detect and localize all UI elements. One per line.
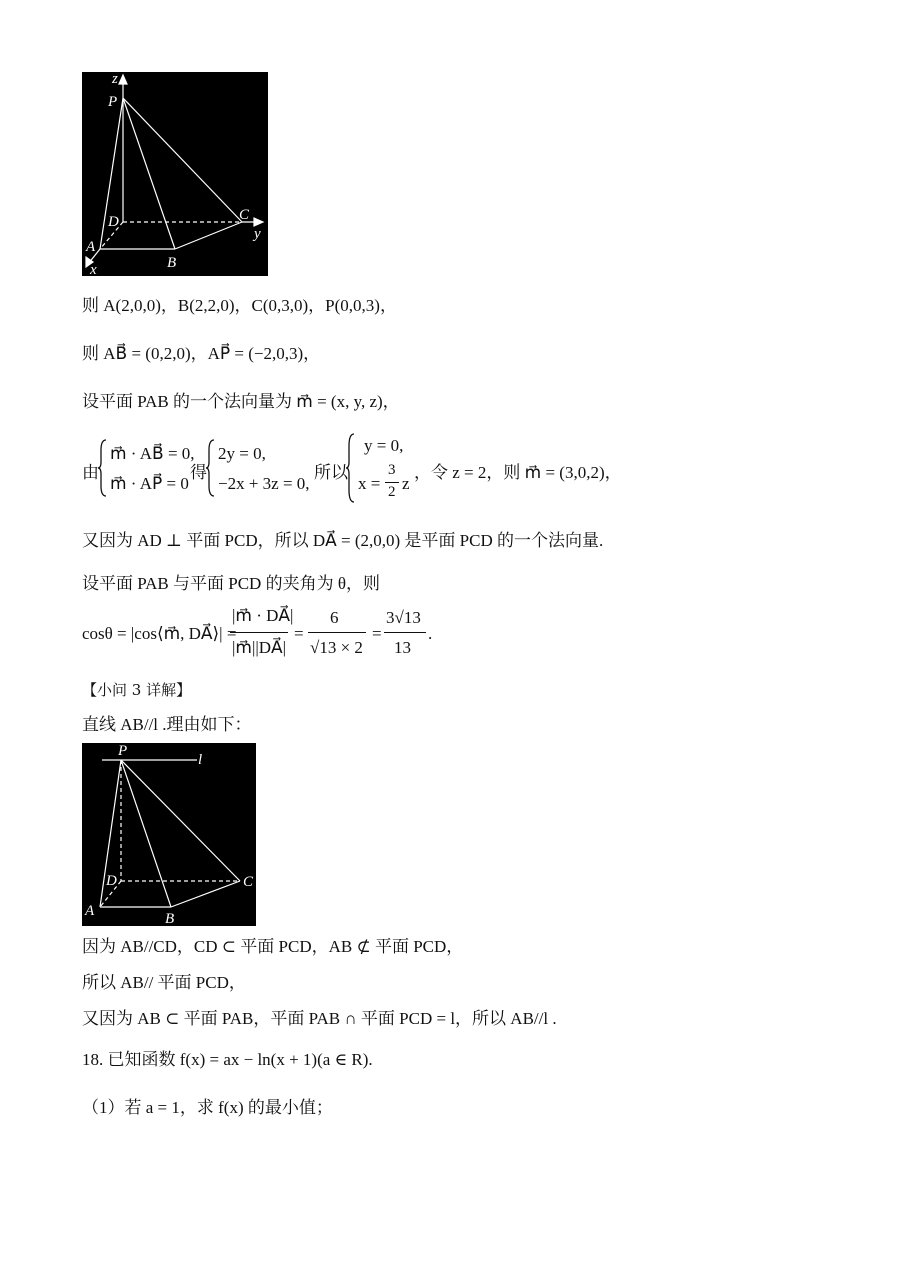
so-parallel-line: 所以 AB// 平面 PCD， <box>82 973 246 992</box>
label-D: D <box>108 214 119 230</box>
sys2-row1: 2y = 0, <box>218 444 266 463</box>
sys3-frac-den: 2 <box>388 484 396 500</box>
sys2-row2: −2x + 3z = 0, <box>218 474 310 493</box>
cos-frac3-den: 13 <box>394 638 411 657</box>
equation-system <box>82 432 682 504</box>
edge-PB <box>123 98 175 249</box>
angle-intro: 设平面 PAB 与平面 PCD 的夹角为 θ，则 <box>82 574 380 593</box>
label-P: P <box>108 94 118 110</box>
y-axis-arrow <box>254 218 263 226</box>
cos-eq3: = <box>372 624 382 643</box>
sys-tail: ，令 z = 2，则 m⃗ = (3,0,2)， <box>414 463 622 482</box>
brace-3 <box>346 432 356 504</box>
sys-prefix: 由 <box>82 463 99 482</box>
edge-PB <box>121 760 171 907</box>
question-18-part1: （1）若 a = 1，求 f(x) 的最小值； <box>82 1098 333 1117</box>
sys1-row2: m⃗ · AP⃗ = 0 <box>110 474 189 493</box>
label-C: C <box>243 874 254 890</box>
sys3-frac-bar <box>385 482 399 483</box>
label-A: A <box>86 239 96 255</box>
edge-PC <box>121 760 240 881</box>
cos-eq2: = <box>294 624 304 643</box>
label-P: P <box>118 743 128 759</box>
question-18: 18. 已知函数 f(x) = ax − ln(x + 1)(a ∈ R). <box>82 1050 373 1069</box>
cos-frac1-num: |m⃗ · DA⃗| <box>232 606 294 625</box>
figure-pyramid-line-l <box>82 743 256 926</box>
cos-lhs: cosθ = |cos⟨m⃗, DA⃗⟩| = <box>82 624 237 643</box>
sys1-row1: m⃗ · AB⃗ = 0, <box>110 444 195 463</box>
also-line: 又因为 AB ⊂ 平面 PAB，平面 PAB ∩ 平面 PCD = l，所以 AB//l . <box>82 1009 557 1028</box>
brace-2 <box>206 438 216 498</box>
edge-PC <box>123 98 242 222</box>
label-x: x <box>90 262 97 276</box>
label-C: C <box>239 207 250 223</box>
pyramid-axes-diagram <box>82 72 268 276</box>
sys3-frac-num: 3 <box>388 462 396 478</box>
sys3-row2-lhs: x = <box>358 474 381 493</box>
because-line: 因为 AB//CD，CD ⊂ 平面 PCD，AB ⊄ 平面 PCD， <box>82 937 464 956</box>
vectors-line: 则 AB⃗ = (0,2,0)，AP⃗ = (−2,0,3)， <box>82 344 321 363</box>
sys-so: 所以 <box>314 463 348 482</box>
normal-intro: 设平面 PAB 的一个法向量为 m⃗ = (x, y, z)， <box>82 392 400 411</box>
label-B: B <box>165 911 175 926</box>
label-D: D <box>106 873 117 889</box>
pyramid-line-diagram <box>82 743 256 926</box>
label-z: z <box>112 72 118 87</box>
label-B: B <box>167 255 177 271</box>
brace-1 <box>98 438 108 498</box>
label-l: l <box>198 752 203 768</box>
cos-frac3-num: 3√13 <box>386 608 421 627</box>
sys3-row2-rhs: z <box>402 474 410 493</box>
cos-frac2-num: 6 <box>330 608 339 627</box>
z-axis-arrow <box>119 75 127 84</box>
cos-frac1-bar <box>230 632 288 633</box>
conclusion-line: 直线 AB//l .理由如下： <box>82 715 252 734</box>
cos-end: . <box>428 624 433 643</box>
edge-BC <box>175 222 242 249</box>
ad-perp-line: 又因为 AD ⊥ 平面 PCD，所以 DA⃗ = (2,0,0) 是平面 PCD 的一个法向量. <box>82 531 604 550</box>
cos-formula <box>82 604 682 664</box>
cos-frac2-den: √13 × 2 <box>310 638 363 657</box>
sys3-row1: y = 0, <box>364 436 404 455</box>
sub3-header: 【小问 3 详解】 <box>82 681 192 699</box>
cos-frac1-den: |m⃗||DA⃗| <box>232 638 287 657</box>
figure-pyramid-coordinates <box>82 72 268 276</box>
sys-get: 得 <box>190 463 207 482</box>
coords-line: 则 A(2,0,0)，B(2,2,0)，C(0,3,0)，P(0,0,3)， <box>82 296 397 315</box>
label-y: y <box>254 226 261 242</box>
cos-frac2-bar <box>308 632 366 633</box>
edge-BC <box>171 881 240 907</box>
label-A: A <box>85 903 95 919</box>
cos-frac3-bar <box>384 632 426 633</box>
